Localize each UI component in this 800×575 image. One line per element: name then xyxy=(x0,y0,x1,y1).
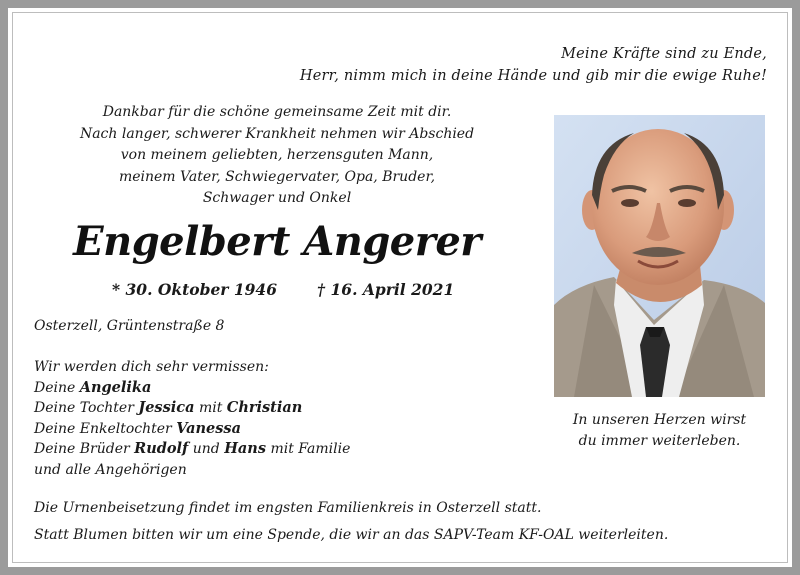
deceased-name: Engelbert Angerer xyxy=(73,218,481,265)
family-line-wife xyxy=(34,378,350,399)
family-member-name: Angelika xyxy=(79,378,152,396)
life-dates xyxy=(112,280,454,299)
intro-line: meinem Vater, Schwiegervater, Opa, Bruder, xyxy=(118,168,436,185)
family-text: Deine Brüder xyxy=(34,441,135,457)
portrait-image xyxy=(554,115,765,397)
funeral-notes xyxy=(34,495,668,549)
family-member-name: Vanessa xyxy=(176,419,241,437)
epitaph-quote xyxy=(300,43,767,87)
photo-caption xyxy=(554,410,765,452)
family-text: Deine xyxy=(34,379,80,396)
intro-line: Schwager und Onkel xyxy=(202,190,352,206)
burial-note: Die Urnenbeisetzung findet im engsten Familienkreis in Osterzell statt. xyxy=(34,500,542,516)
family-intro: Wir werden dich sehr vermissen: xyxy=(34,359,269,375)
donation-note: Statt Blumen bitten wir um eine Spende, die wir an das SAPV-Team KF-OAL weiterleiten. xyxy=(34,527,669,543)
family-text: Deine Tochter xyxy=(34,400,139,416)
family-line-brothers xyxy=(34,439,350,460)
family-member-name: Jessica xyxy=(138,399,195,416)
intro-text xyxy=(62,102,492,210)
death-date: † 16. April 2021 xyxy=(317,280,455,299)
quote-line: Herr, nimm mich in deine Hände und gib mir die ewige Ruhe! xyxy=(299,68,767,84)
family-line-granddaughter xyxy=(34,419,350,440)
address: Osterzell, Grüntenstraße 8 xyxy=(34,318,225,334)
family-member-name: Rudolf xyxy=(134,440,189,457)
quote-line: Meine Kräfte sind zu Ende, xyxy=(561,46,767,62)
family-text: mit xyxy=(194,400,227,416)
portrait-photo xyxy=(554,115,765,397)
intro-line: von meinem geliebten, herzensguten Mann, xyxy=(120,147,434,163)
caption-line: du immer weiterleben. xyxy=(578,433,741,449)
intro-line: Dankbar für die schöne gemeinsame Zeit mit dir. xyxy=(102,104,452,120)
intro-line: Nach langer, schwerer Krankheit nehmen wir Abschied xyxy=(79,125,475,142)
family-text: Deine Enkeltochter xyxy=(34,420,177,437)
family-text: mit Familie xyxy=(266,441,351,457)
family-line-relatives: und alle Angehörigen xyxy=(34,461,187,478)
family-line-daughter xyxy=(34,398,350,419)
family-member-name: Hans xyxy=(224,440,267,457)
birth-date: * 30. Oktober 1946 xyxy=(112,280,278,299)
family-member-name: Christian xyxy=(226,399,303,416)
family-list xyxy=(34,357,350,480)
family-text: und xyxy=(188,441,225,457)
caption-line: In unseren Herzen wirst xyxy=(572,412,747,428)
